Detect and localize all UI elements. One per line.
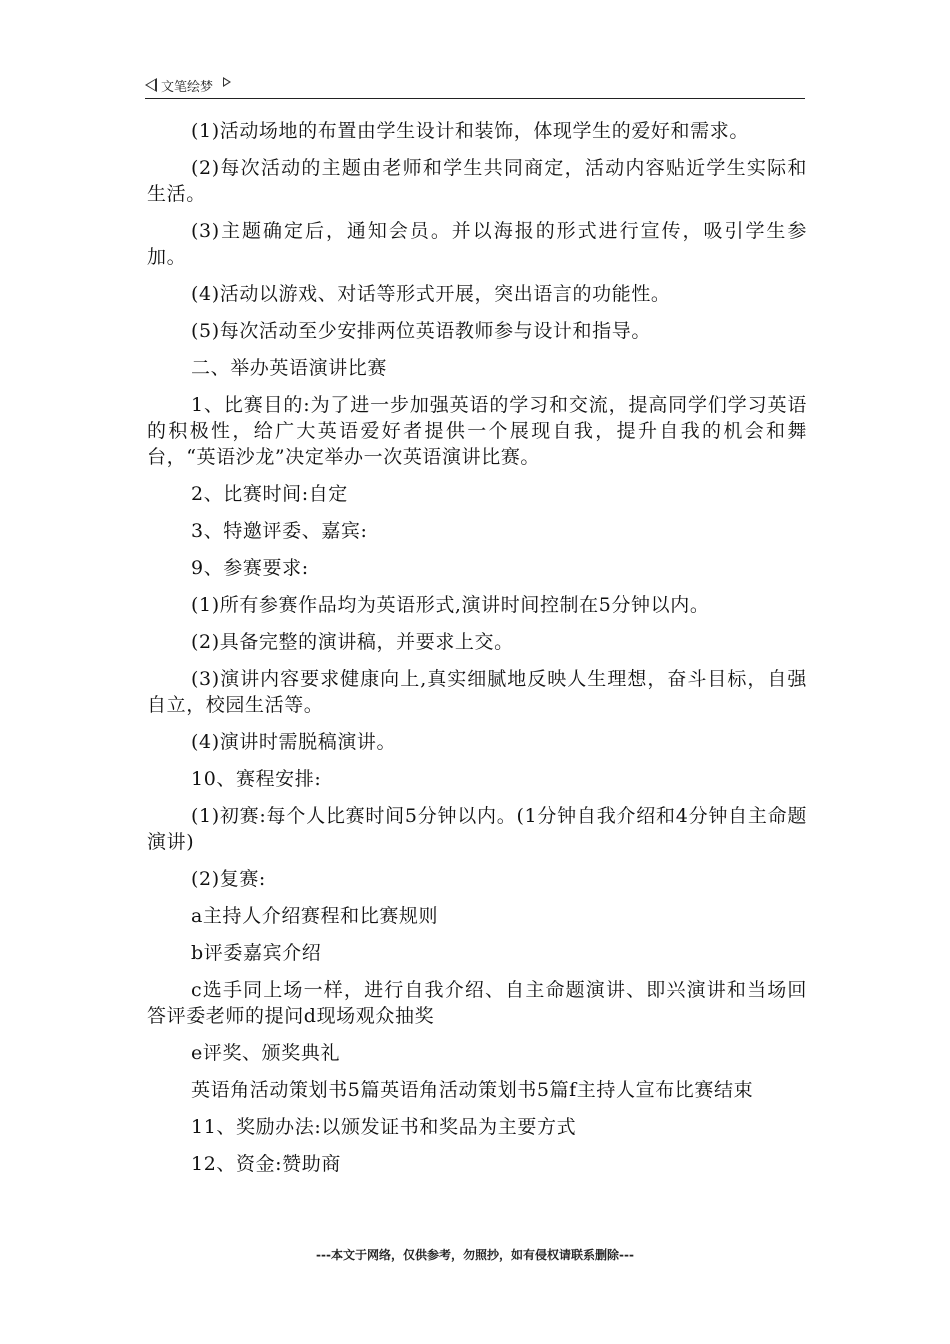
paragraph: 2、比赛时间:自定: [191, 483, 348, 505]
paragraph: 英语角活动策划书5篇英语角活动策划书5篇f主持人宣布比赛结束: [191, 1079, 754, 1101]
paragraph: e评奖、颁奖典礼: [191, 1042, 341, 1064]
paragraph: (4)活动以游戏、对话等形式开展，突出语言的功能性。: [191, 283, 671, 305]
paragraph: 11、奖励办法:以颁发证书和奖品为主要方式: [191, 1116, 577, 1138]
paragraph: (5)每次活动至少安排两位英语教师参与设计和指导。: [191, 320, 651, 342]
paragraph: c选手同上场一样，进行自我介绍、自主命题演讲、即兴演讲和当场回答评委老师的提问d现场观众抽奖: [147, 979, 807, 1027]
paragraph: (3)演讲内容要求健康向上,真实细腻地反映人生理想，奋斗目标，自强自立，校园生活等。: [147, 668, 807, 716]
paragraph: (2)复赛:: [191, 868, 266, 890]
paragraph: b评委嘉宾介绍: [191, 942, 322, 964]
triangle-left-icon: [145, 78, 157, 92]
paragraph: (4)演讲时需脱稿演讲。: [191, 731, 397, 753]
paragraph: (2)具备完整的演讲稿，并要求上交。: [191, 631, 514, 653]
paragraph: (1)活动场地的布置由学生设计和装饰，体现学生的爱好和需求。: [191, 120, 749, 142]
paragraph: (3)主题确定后，通知会员。并以海报的形式进行宣传，吸引学生参加。: [147, 220, 807, 268]
section-heading: 二、举办英语演讲比赛: [191, 357, 388, 379]
paragraph: 3、特邀评委、嘉宾:: [191, 520, 368, 542]
paragraph: (1)所有参赛作品均为英语形式,演讲时间控制在5分钟以内。: [191, 594, 710, 616]
paragraph: 10、赛程安排:: [191, 768, 322, 790]
page-header: [145, 74, 805, 99]
paragraph: (2)每次活动的主题由老师和学生共同商定，活动内容贴近学生实际和生活。: [147, 157, 807, 205]
page-footer-notice: ---本文于网络，仅供参考，勿照抄，如有侵权请联系删除---: [316, 1248, 634, 1262]
triangle-right-icon: [223, 77, 231, 87]
paragraph: a主持人介绍赛程和比赛规则: [191, 905, 439, 927]
paragraph: (1)初赛:每个人比赛时间5分钟以内。(1分钟自我介绍和4分钟自主命题演讲): [147, 805, 807, 853]
paragraph: 1、比赛目的:为了进一步加强英语的学习和交流，提高同学们学习英语的积极性，给广大英语爱好者提供一个展现自我，提升自我的机会和舞台，“英语沙龙”决定举办一次英语演讲比赛。: [147, 394, 807, 468]
paragraph: 12、资金:赞助商: [191, 1153, 341, 1175]
document-body: [147, 118, 807, 1188]
header-brand: 文笔绘梦: [161, 79, 214, 95]
paragraph: 9、参赛要求:: [191, 557, 309, 579]
